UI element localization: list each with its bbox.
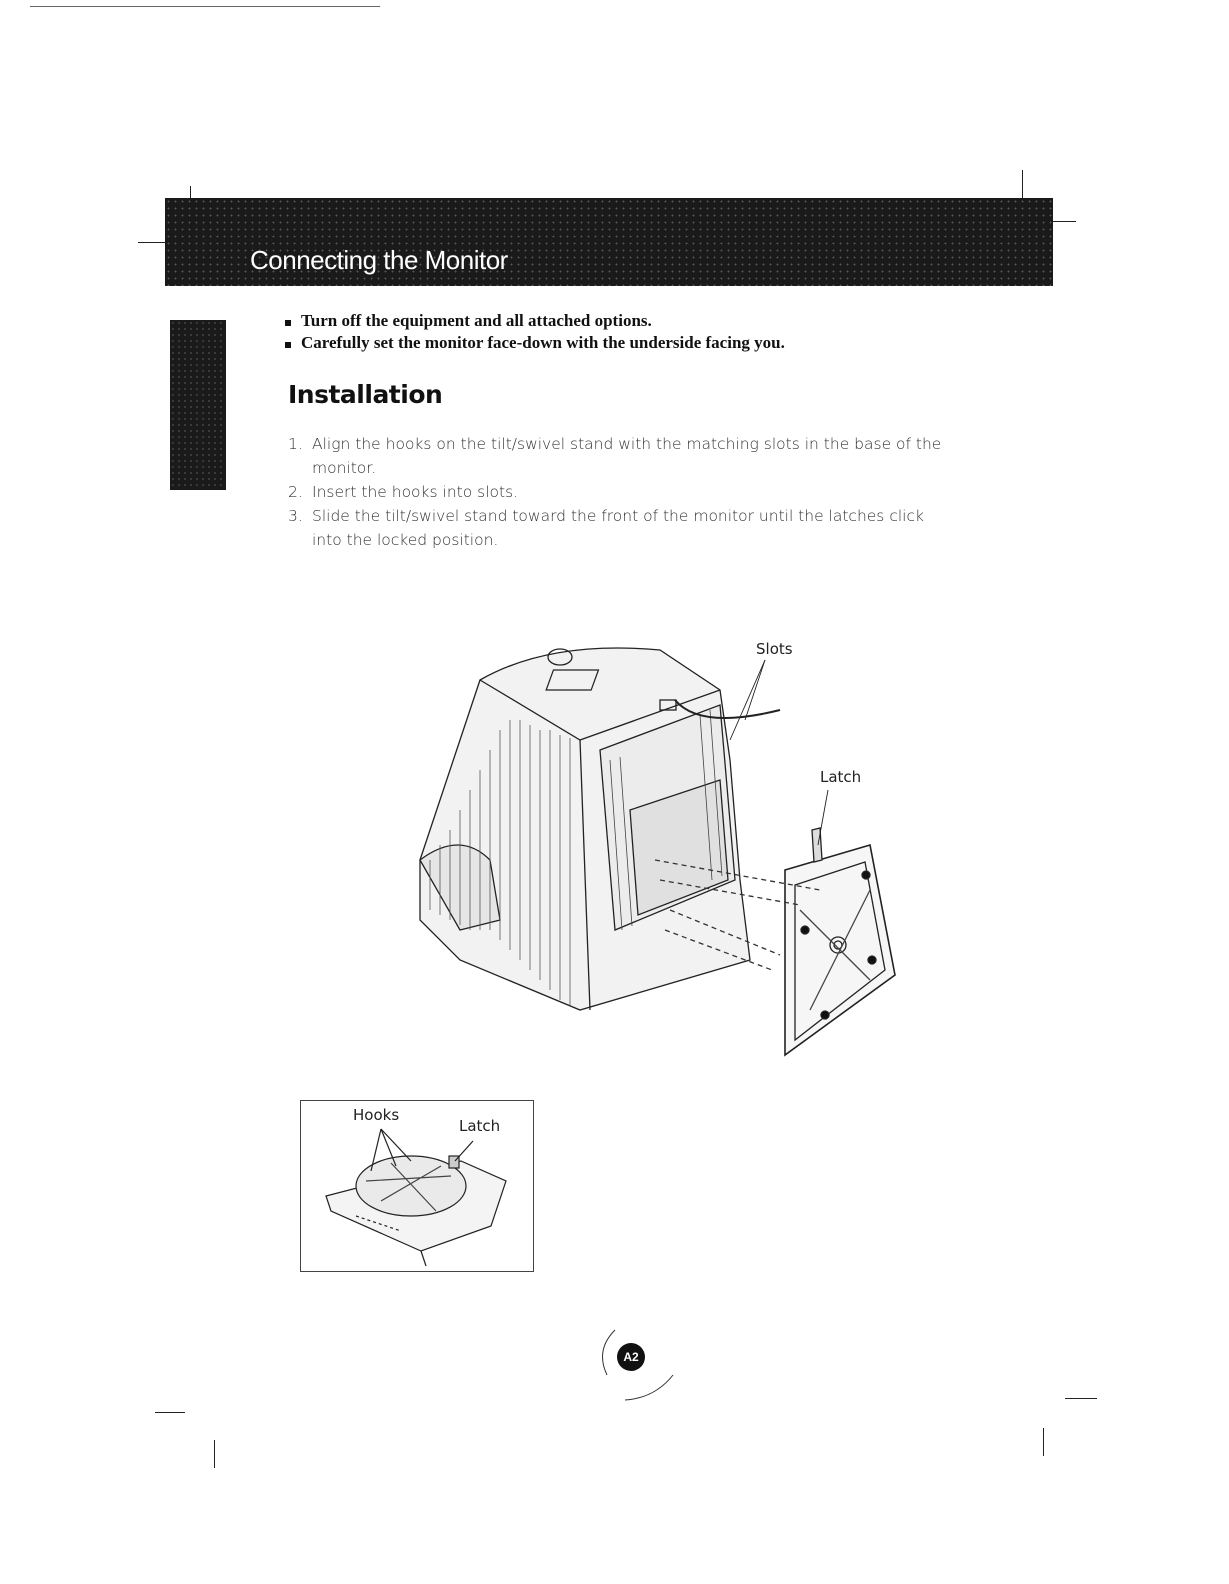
bullet-text: Turn off the equipment and all attached options. (301, 311, 652, 330)
step-number: 2. (288, 483, 303, 501)
step-number: 1. (288, 435, 303, 453)
step-text: Slide the tilt/swivel stand toward the front of the monitor until the latches click into the locked position. (312, 507, 924, 549)
step-item (288, 504, 948, 552)
step-text: Insert the hooks into slots. (312, 483, 519, 501)
bullet-item (285, 332, 785, 354)
crop-mark (1065, 1398, 1097, 1399)
bullet-icon (285, 320, 291, 326)
inset-latch-label: Latch (459, 1117, 501, 1135)
preparation-list (285, 310, 785, 354)
crop-mark (1022, 170, 1023, 200)
step-item (288, 432, 948, 480)
latch-label: Latch (820, 768, 862, 786)
page-number-badge: A2 (617, 1343, 645, 1371)
hooks-label: Hooks (353, 1106, 400, 1124)
monitor-illustration-svg (400, 630, 920, 1070)
crop-mark (155, 1412, 185, 1413)
step-number: 3. (288, 507, 303, 525)
crop-mark (214, 1440, 215, 1468)
bullet-icon (285, 342, 291, 348)
bullet-item (285, 310, 785, 332)
monitor-stand-illustration (400, 630, 920, 1070)
bullet-text: Carefully set the monitor face-down with the underside facing you. (301, 333, 785, 352)
installation-steps (288, 432, 948, 552)
stand-inset-detail (300, 1100, 534, 1272)
section-heading: Installation (288, 380, 443, 409)
slots-label: Slots (756, 640, 793, 658)
side-tab-marker (170, 320, 226, 490)
crop-mark (1052, 221, 1076, 222)
crop-mark (138, 242, 166, 243)
crop-mark (1043, 1428, 1044, 1456)
step-item (288, 480, 948, 504)
page-title: Connecting the Monitor (250, 245, 508, 275)
top-scan-line (30, 6, 380, 7)
step-text: Align the hooks on the tilt/swivel stand with the matching slots in the base of the monitor. (312, 435, 942, 477)
